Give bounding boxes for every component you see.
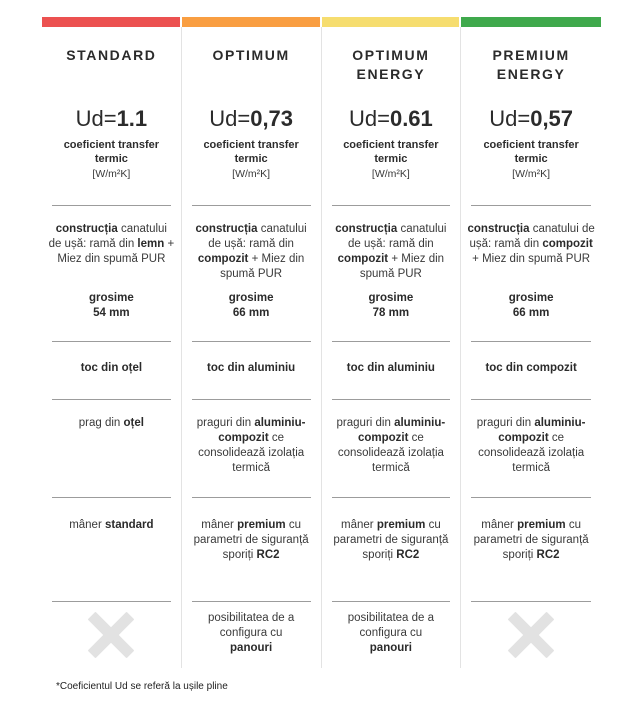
thickness-value: 66 mm [232, 307, 270, 319]
construction-material: lemn [137, 238, 165, 250]
column-title: STANDARD [66, 47, 157, 63]
x-icon [508, 612, 554, 658]
construction-mid: canatului de ușă: ramă din [208, 223, 307, 250]
section-divider [471, 399, 591, 400]
coef-label: coeficient transfer termic [483, 139, 579, 165]
handle-grade: standard [104, 519, 154, 531]
section-divider [471, 601, 591, 602]
ud-value [322, 107, 461, 131]
header-section [461, 27, 601, 205]
construction-material: compozit [337, 253, 389, 265]
threshold-section [42, 399, 181, 497]
handle-rc: RC2 [256, 549, 280, 561]
construction-tail: + Miez din spumă PUR [220, 253, 305, 280]
column-body [322, 27, 462, 668]
construction-section [182, 205, 321, 341]
section-divider [52, 341, 171, 342]
title-wrap [182, 27, 321, 107]
column-body [182, 27, 322, 668]
panels-section [461, 601, 601, 668]
section-divider [471, 497, 591, 498]
frame-text: toc din aluminiu [207, 362, 296, 374]
handle-rc: RC2 [396, 549, 420, 561]
construction-text [182, 222, 321, 282]
ud-number: 0,73 [250, 106, 294, 131]
construction-tail: + Miez din spumă PUR [472, 253, 591, 265]
construction-keyword: construcția [195, 223, 258, 235]
header-section [42, 27, 181, 205]
thickness-label: grosime [508, 292, 554, 304]
section-divider [192, 205, 311, 206]
section-divider [332, 497, 451, 498]
panels-section [42, 601, 181, 668]
frame-text: toc din compozit [485, 362, 577, 374]
construction-text [42, 222, 181, 267]
handle-pre: mâner [201, 519, 238, 531]
comparison-table [42, 17, 601, 668]
threshold-text [322, 416, 461, 476]
ud-prefix: Ud= [489, 106, 531, 131]
coef-block [182, 138, 321, 180]
threshold-text [182, 416, 321, 476]
threshold-pre: prag din [78, 417, 124, 429]
handle-grade: premium [517, 519, 566, 531]
coef-block [461, 138, 601, 180]
thickness-text [461, 291, 601, 321]
handle-section [461, 497, 601, 601]
section-divider [52, 399, 171, 400]
handle-grade: premium [376, 519, 426, 531]
section-divider [52, 205, 171, 206]
section-divider [471, 341, 591, 342]
frame-section [461, 341, 601, 399]
frame-section [322, 341, 461, 399]
handle-mid: cu parametri de siguranță sporiți [193, 519, 309, 561]
ud-prefix: Ud= [75, 106, 117, 131]
plan-column-standard [42, 17, 182, 668]
plan-column-optimum [182, 17, 322, 668]
handle-mid: cu parametri de siguranță sporiți [333, 519, 449, 561]
panels-keyword: panouri [230, 642, 273, 654]
thickness-label: grosime [368, 292, 414, 304]
construction-keyword: construcția [335, 223, 398, 235]
handle-pre: mâner [481, 519, 518, 531]
thickness-label: grosime [228, 292, 274, 304]
column-title: PREMIUM ENERGY [492, 47, 570, 82]
column-body [42, 27, 182, 668]
column-title: OPTIMUM ENERGY [352, 47, 430, 82]
title-wrap [461, 27, 601, 107]
threshold-post: ce consolidează izolația termică [478, 432, 585, 474]
section-divider [52, 497, 171, 498]
threshold-pre: praguri din [336, 417, 395, 429]
accent-bar [182, 17, 320, 27]
ud-number: 0.61 [389, 106, 433, 131]
section-divider [192, 601, 311, 602]
construction-mid: canatului de ușă: ramă din [348, 223, 447, 250]
thickness-text [322, 291, 461, 321]
handle-grade: premium [237, 519, 286, 531]
handle-text [461, 518, 601, 563]
accent-bar [322, 17, 460, 27]
construction-section [322, 205, 461, 341]
frame-section [42, 341, 181, 399]
handle-mid: cu parametri de siguranță sporiți [473, 519, 589, 561]
thickness-text [182, 291, 321, 321]
construction-material: compozit [542, 238, 593, 250]
column-body [461, 27, 601, 668]
handle-pre: mâner [341, 519, 377, 531]
coef-label: coeficient transfer termic [343, 139, 439, 165]
ud-value [42, 107, 181, 131]
handle-section [42, 497, 181, 601]
ud-value [182, 107, 321, 131]
threshold-post: ce consolidează izolația termică [337, 432, 444, 474]
plan-column-premium-energy [461, 17, 601, 668]
frame-section [182, 341, 321, 399]
threshold-material: aluminiu-compozit [218, 417, 306, 444]
construction-text [461, 222, 601, 267]
threshold-section [322, 399, 461, 497]
construction-tail: + Miez din spumă PUR [57, 238, 175, 265]
panels-pre: posibilitatea de a configura cu [207, 612, 295, 639]
thickness-label: grosime [89, 292, 134, 304]
handle-pre: mâner [69, 519, 105, 531]
coef-block [42, 138, 181, 180]
frame-text: toc din aluminiu [346, 362, 435, 374]
section-divider [192, 497, 311, 498]
construction-section [461, 205, 601, 341]
panels-text [322, 611, 461, 656]
thickness-value: 66 mm [512, 307, 550, 319]
threshold-pre: praguri din [196, 417, 255, 429]
section-divider [192, 341, 311, 342]
ud-prefix: Ud= [348, 106, 390, 131]
ud-prefix: Ud= [209, 106, 251, 131]
handle-section [322, 497, 461, 601]
thickness-value: 78 mm [372, 307, 410, 319]
column-title: OPTIMUM [212, 47, 290, 63]
construction-section [42, 205, 181, 341]
thickness-value: 54 mm [93, 307, 130, 319]
threshold-material: aluminiu-compozit [498, 417, 586, 444]
coef-unit: [W/m²K] [92, 168, 131, 180]
threshold-post: ce consolidează izolația termică [198, 432, 305, 474]
section-divider [52, 601, 171, 602]
panels-section [322, 601, 461, 668]
accent-bar [461, 17, 601, 27]
construction-mid: canatului de ușă: ramă din [48, 223, 167, 250]
footnote: *Coeficientul Ud se referă la ușile pline [56, 681, 228, 692]
coef-block [322, 138, 461, 180]
section-divider [332, 399, 451, 400]
ud-number: 0,57 [530, 106, 574, 131]
coef-unit: [W/m²K] [232, 168, 271, 180]
handle-text [42, 518, 181, 533]
handle-text [322, 518, 461, 563]
frame-text: toc din oțel [80, 362, 143, 374]
x-icon [88, 612, 134, 658]
ud-number: 1.1 [116, 106, 148, 131]
section-divider [332, 601, 451, 602]
section-divider [192, 399, 311, 400]
accent-bar [42, 17, 180, 27]
threshold-section [461, 399, 601, 497]
handle-rc: RC2 [536, 549, 560, 561]
title-wrap [42, 27, 181, 107]
title-wrap [322, 27, 461, 107]
section-divider [332, 205, 451, 206]
threshold-section [182, 399, 321, 497]
header-section [182, 27, 321, 205]
construction-material: compozit [197, 253, 249, 265]
threshold-text [461, 416, 601, 476]
header-section [322, 27, 461, 205]
plan-column-optimum-energy [322, 17, 462, 668]
ud-value [461, 107, 601, 131]
panels-keyword: panouri [369, 642, 412, 654]
panels-pre: posibilitatea de a configura cu [347, 612, 435, 639]
section-divider [332, 341, 451, 342]
construction-keyword: construcția [467, 223, 530, 235]
coef-label: coeficient transfer termic [63, 139, 160, 165]
construction-keyword: construcția [55, 223, 118, 235]
threshold-pre: praguri din [476, 417, 535, 429]
threshold-text [42, 416, 181, 431]
handle-section [182, 497, 321, 601]
panels-text [182, 611, 321, 656]
coef-unit: [W/m²K] [371, 168, 410, 180]
thickness-text [42, 291, 181, 321]
construction-text [322, 222, 461, 282]
construction-mid: canatului de ușă: ramă din [469, 223, 595, 250]
threshold-material: aluminiu-compozit [357, 417, 446, 444]
construction-tail: + Miez din spumă PUR [359, 253, 445, 280]
threshold-material: oțel [123, 417, 144, 429]
coef-unit: [W/m²K] [512, 168, 551, 180]
handle-text [182, 518, 321, 563]
coef-label: coeficient transfer termic [203, 139, 299, 165]
panels-section [182, 601, 321, 668]
section-divider [471, 205, 591, 206]
